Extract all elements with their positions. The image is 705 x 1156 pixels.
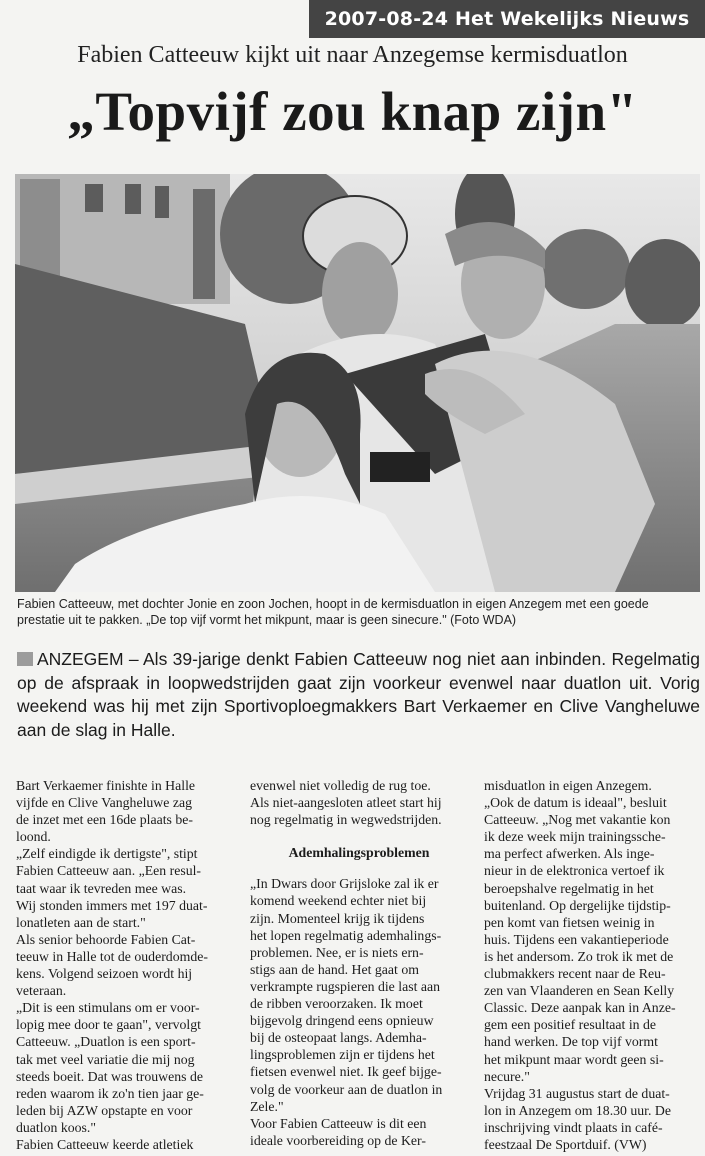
- article-photo: [15, 174, 700, 592]
- body-line: kens. Volgend seizoen wordt hij: [16, 966, 193, 982]
- body-line: buitenland. Op dergelijke tijdstip-: [484, 897, 671, 913]
- body-line: Als senior behoorde Fabien Cat-: [16, 931, 196, 947]
- body-line: clubmakkers recent naar de Reu-: [484, 966, 666, 982]
- column-3: [484, 777, 702, 1153]
- body-line: steeds boeit. Dat was trouwens de: [16, 1068, 203, 1084]
- body-line: leden bij AZW opstapte en voor: [16, 1102, 193, 1118]
- body-line: zen van Vlaanderen en Sean Kelly: [484, 983, 675, 999]
- body-line: duatlon koos.": [16, 1119, 96, 1135]
- body-line: Catteeuw. „Duatlon is een sport-: [16, 1034, 196, 1050]
- body-line: veteraan.: [16, 983, 67, 999]
- lead-marker: [17, 652, 33, 666]
- body-line: evenwel niet volledig de rug toe.: [250, 778, 431, 793]
- article-kicker: Fabien Catteeuw kijkt uit naar Anzegemse kermisduatlon: [77, 42, 628, 68]
- body-line: Bart Verkaemer finishte in Halle: [16, 778, 196, 793]
- body-line: Vrijdag 31 augustus start de duat-: [484, 1085, 670, 1101]
- body-line: Zele.": [250, 1098, 284, 1114]
- body-line: Voor Fabien Catteeuw is dit een: [250, 1115, 427, 1131]
- body-line: lonatleten aan de start.": [16, 914, 146, 930]
- body-line: volg de voorkeur aan de duatlon in: [250, 1081, 443, 1097]
- body-line: bij de osteopaat langs. Ademha-: [250, 1030, 427, 1046]
- column-1: [16, 777, 235, 1153]
- body-line: feestzaal De Sportduif. (VW): [484, 1136, 647, 1152]
- body-line: „In Dwars door Grijsloke zal ik er: [250, 876, 439, 892]
- column-2: [250, 777, 468, 1149]
- body-line: ma perfect afwerken. Als inge-: [484, 846, 655, 862]
- body-line: Fabien Catteeuw aan. „Een resul-: [16, 863, 202, 879]
- body-line: ik deze week mijn trainingssche-: [484, 829, 666, 845]
- body-line: is het andersom. Zo trok ik met de: [484, 948, 674, 964]
- body-line: „Dit is een stimulans om er voor-: [16, 1000, 200, 1016]
- body-line: ideale voorbereiding op de Ker-: [250, 1132, 426, 1148]
- lead-text: ANZEGEM – Als 39-jarige denkt Fabien Catteeuw nog niet aan inbinden. Regelmatig op de afspraak in loopwedstrijden gaat zijn voorkeur evenwel naar duatlon uit. Vorig weekend was hij met zijn Sportivoploegmakkers Bart Verkaemer en Clive Vangheluwe aan de slag in Halle.: [17, 649, 700, 740]
- body-line: „Zelf eindigde ik dertigste", stipt: [16, 846, 198, 862]
- body-line: de inzet met een 16de plaats be-: [16, 812, 193, 828]
- body-line: stigs aan de hand. Het gaat om: [250, 961, 419, 977]
- body-line: teeuw in Halle tot de ouderdomde-: [16, 948, 208, 964]
- body-line: zijn. Momenteel krijg ik tijdens: [250, 910, 425, 926]
- body-line: nog regelmatig in wegwedstrijden.: [250, 812, 442, 828]
- body-line: Wij stonden immers met 197 duat-: [16, 897, 208, 913]
- body-line: vijfde en Clive Vangheluwe zag: [16, 795, 192, 811]
- body-line: huis. Tijdens een vakantieperiode: [484, 931, 669, 947]
- source-date-tag: 2007-08-24 Het Wekelijks Nieuws: [309, 0, 705, 38]
- body-line: het lopen regelmatig ademhalings-: [250, 927, 442, 943]
- body-line: hand werken. De top vijf vormt: [484, 1034, 658, 1050]
- body-line: het mikpunt maar wordt geen si-: [484, 1051, 664, 1067]
- photo-caption: Fabien Catteeuw, met dochter Jonie en zoon Jochen, hoopt in de kermisduatlon in eigen Anzegem met een goede prestatie uit te pakken. „De top vijf vormt het mikpunt, maar is geen sinecure." (Foto WDA): [17, 597, 649, 627]
- body-line: nieur in de elektronica vertoef ik: [484, 863, 665, 879]
- body-line: lingsproblemen zijn er tijdens het: [250, 1047, 435, 1063]
- body-line: tak met veel variatie die mij nog: [16, 1051, 195, 1067]
- body-line: lopig mee door te gaan", vervolgt: [16, 1017, 201, 1033]
- body-line: fietsen evenwel niet. Ik geef bijge-: [250, 1064, 442, 1080]
- body-line: Als niet-aangesloten atleet start hij: [250, 795, 442, 811]
- section-subhead: Ademhalingsproblemen: [288, 845, 430, 861]
- body-line: inschrijving vindt plaats in café-: [484, 1119, 663, 1135]
- body-line: Catteeuw. „Nog met vakantie kon: [484, 812, 671, 828]
- body-line: taat waar ik tevreden mee was.: [16, 880, 187, 896]
- body-line: beroepshalve regelmatig in het: [484, 880, 654, 896]
- body-line: komend weekend echter niet bij: [250, 893, 427, 909]
- body-line: loond.: [16, 829, 51, 845]
- photo-illustration: [15, 174, 700, 592]
- body-line: gem een positief resultaat in de: [484, 1017, 657, 1033]
- body-line: necure.": [484, 1068, 530, 1084]
- body-line: misduatlon in eigen Anzegem.: [484, 778, 652, 793]
- body-line: de ribben veroorzaken. Ik moet: [250, 996, 423, 1012]
- body-line: lon in Anzegem om 18.30 uur. De: [484, 1102, 671, 1118]
- body-line: verkrampte rugspieren die last aan: [250, 978, 441, 994]
- body-line: Classic. Deze aanpak kan in Anze-: [484, 1000, 676, 1016]
- body-line: „Ook de datum is ideaal", besluit: [484, 795, 667, 811]
- article-lead: [17, 648, 700, 742]
- body-line: bijgevolg dringend eens opnieuw: [250, 1013, 434, 1029]
- article-headline: „Topvijf zou knap zijn": [67, 81, 638, 142]
- body-line: Fabien Catteeuw keerde atletiek: [16, 1136, 194, 1152]
- body-line: problemen. Nee, er is niets ern-: [250, 944, 424, 960]
- body-line: reden waarom ik zo'n tien jaar ge-: [16, 1085, 204, 1101]
- body-line: pen komt van fietsen weinig in: [484, 914, 655, 930]
